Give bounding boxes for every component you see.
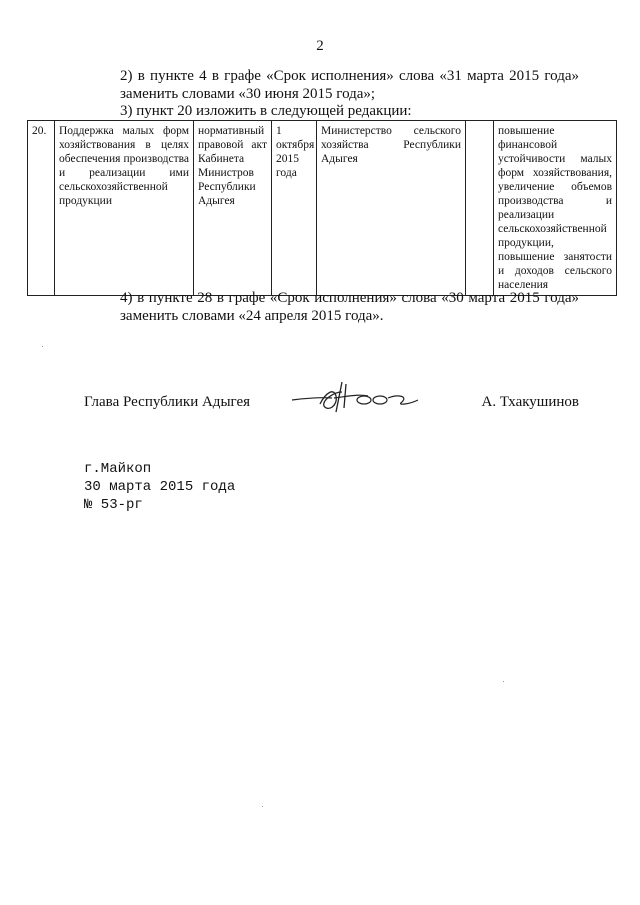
result-cell: повышение финансовой устойчивости малых форм хозяйствования, увеличение объемов производства и реализации сельскохозяйственной продукции, повышение занятости и доходов сельского населения <box>494 121 617 296</box>
table-row <box>28 121 617 296</box>
responsible-cell: Министерство сельского хозяйства Республики Адыгея <box>317 121 466 296</box>
document-cell: нормативный правовой акт Кабинета Министров Республики Адыгея <box>194 121 272 296</box>
signature-block <box>84 392 579 416</box>
scan-speck <box>42 346 43 347</box>
amendment-item-3-text: 3) пункт 20 изложить в следующей редакции: <box>120 103 412 119</box>
handwritten-signature <box>290 378 422 418</box>
page-number: 2 <box>316 38 324 54</box>
amendment-item-4-text: 4) в пункте 28 в графе «Срок исполнения» слова «30 марта 2015 года» заменить словами «24 апреля 2015 года». <box>120 290 579 324</box>
signatory-position: Глава Республики Адыгея <box>84 394 251 410</box>
empty-cell <box>466 121 494 296</box>
deadline-cell: 1 октября 2015 года <box>272 121 317 296</box>
amendment-item-2-text: 2) в пункте 4 в графе «Срок исполнения» слова «31 марта 2015 года» заменить словами «30 июня 2015 года»; <box>120 68 579 102</box>
signatory-name: А. Тхакушинов <box>481 394 579 410</box>
footer-date: 30 марта 2015 года <box>84 479 236 495</box>
row-number-cell: 20. <box>28 121 55 296</box>
scan-speck <box>262 806 263 807</box>
footer-city: г.Майкоп <box>84 461 152 477</box>
footer-number: № 53-рг <box>84 497 143 513</box>
amendment-item-2 <box>84 67 579 103</box>
amendment-item-3 <box>84 102 579 120</box>
measure-cell: Поддержка малых форм хозяйствования в целях обеспечения производства и реализации ими сельскохозяйственной продукции <box>55 121 194 296</box>
document-footer <box>84 460 235 514</box>
scan-speck <box>503 681 504 682</box>
amendment-item-4 <box>84 289 579 325</box>
amendment-table <box>27 120 617 296</box>
